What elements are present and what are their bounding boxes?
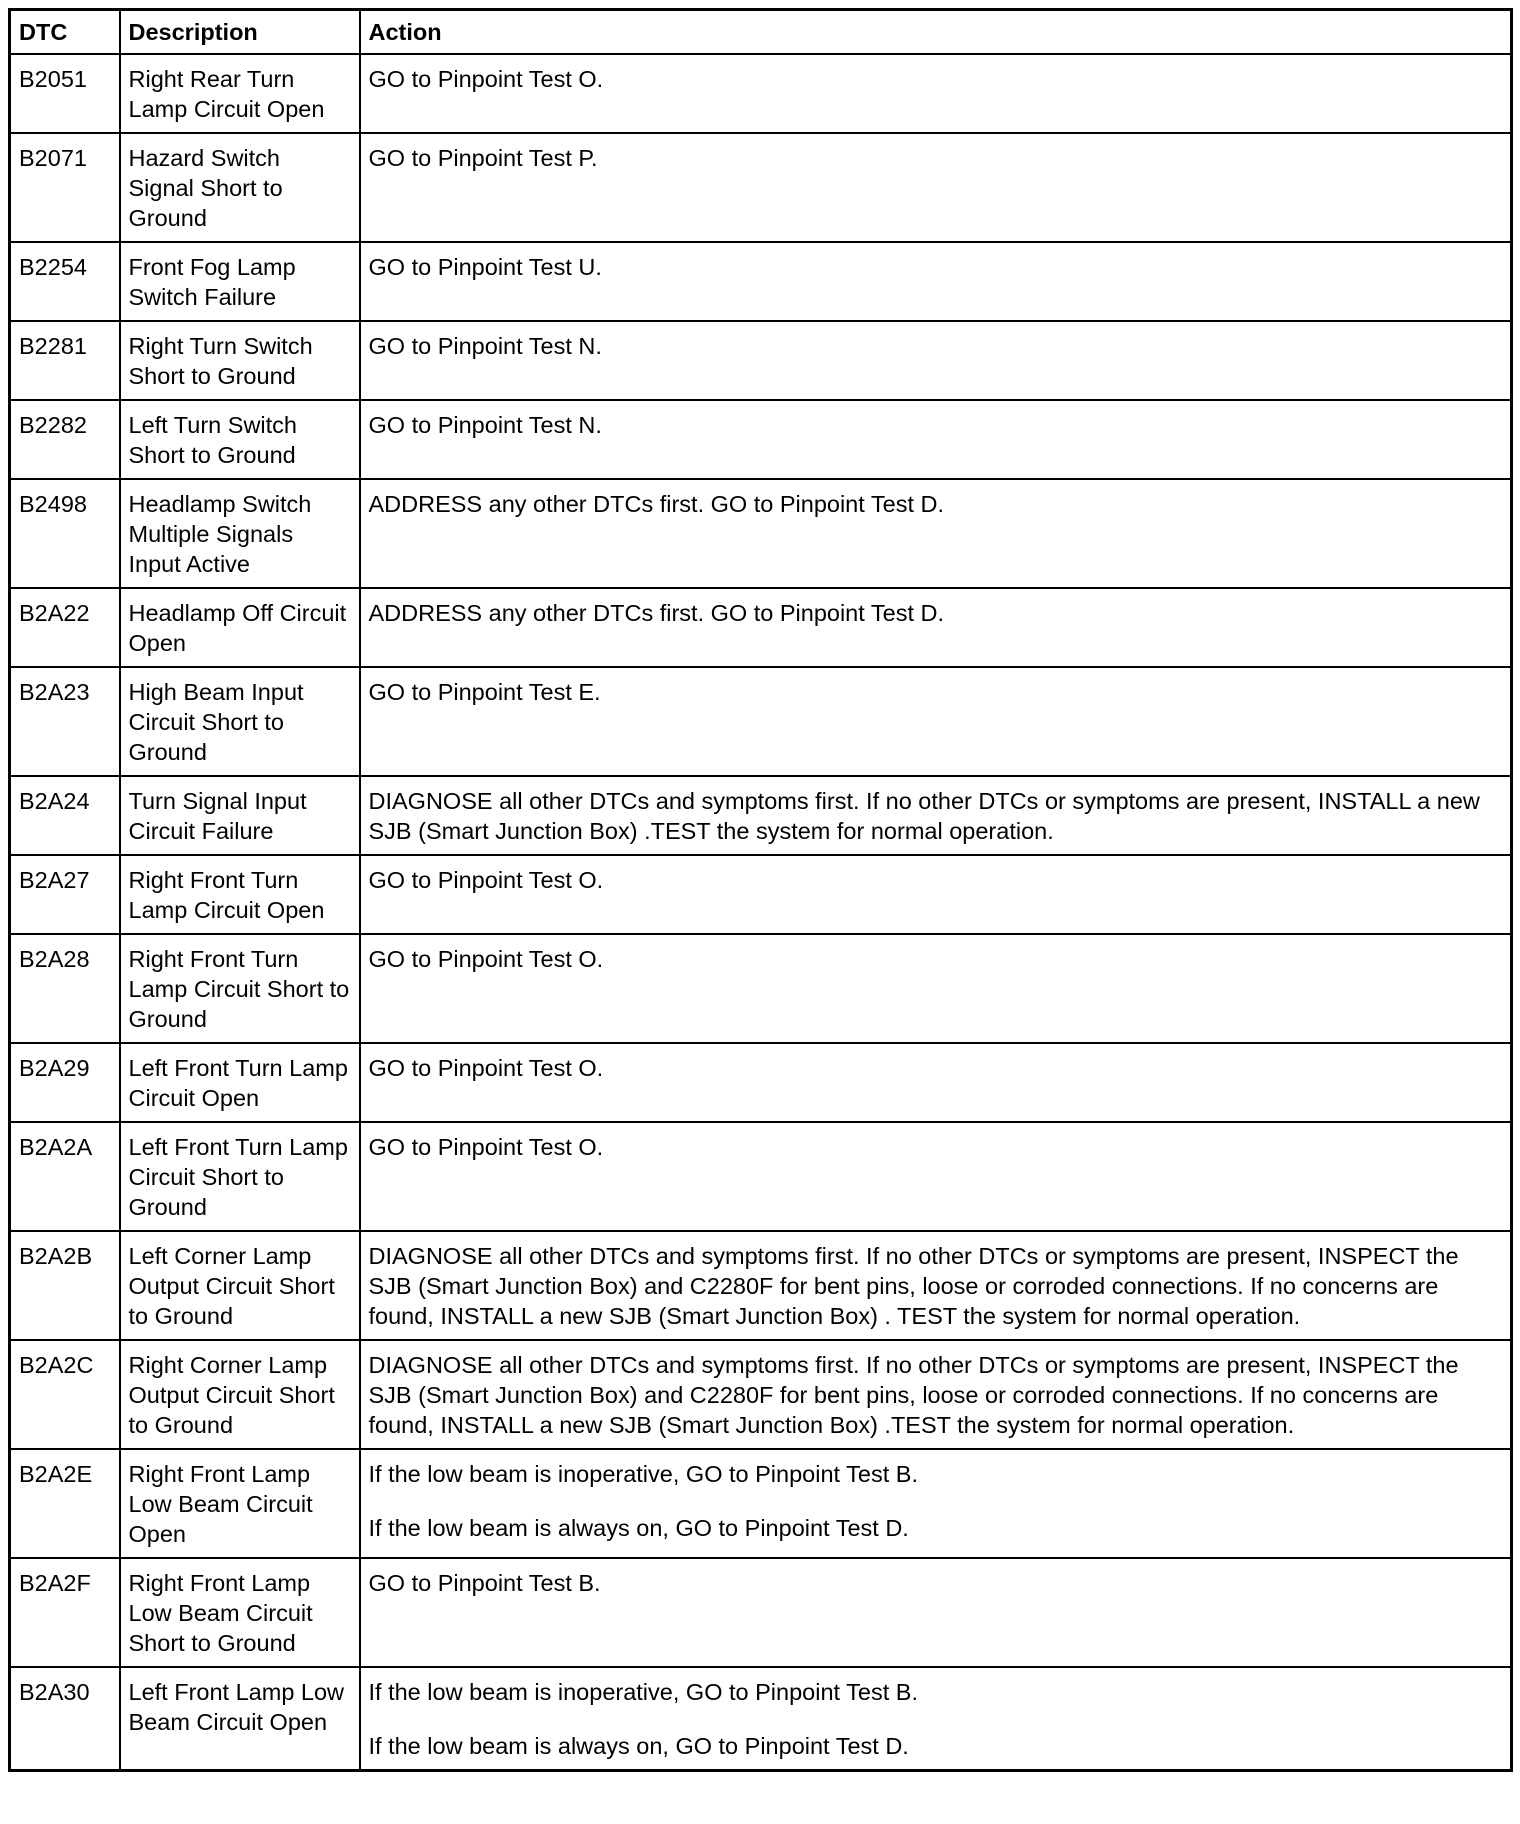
dtc-table xyxy=(8,8,1513,1772)
dtc-action xyxy=(360,242,1512,321)
table-row xyxy=(10,1449,1512,1558)
table-row xyxy=(10,1043,1512,1122)
action-text: GO to Pinpoint Test O. xyxy=(368,1055,604,1081)
dtc-code: B2254 xyxy=(10,242,120,321)
dtc-description: High Beam Input Circuit Short to Ground xyxy=(120,667,360,776)
dtc-code: B2A2E xyxy=(10,1449,120,1558)
dtc-action xyxy=(360,321,1512,400)
table-row xyxy=(10,133,1512,242)
dtc-code: B2A30 xyxy=(10,1667,120,1771)
dtc-description: Right Front Turn Lamp Circuit Open xyxy=(120,855,360,934)
dtc-code: B2A29 xyxy=(10,1043,120,1122)
dtc-code: B2281 xyxy=(10,321,120,400)
dtc-action xyxy=(360,855,1512,934)
dtc-description: Left Corner Lamp Output Circuit Short to Ground xyxy=(120,1231,360,1340)
dtc-code: B2A2A xyxy=(10,1122,120,1231)
table-row xyxy=(10,54,1512,133)
dtc-code: B2A27 xyxy=(10,855,120,934)
dtc-description: Headlamp Switch Multiple Signals Input Active xyxy=(120,479,360,588)
table-header-row xyxy=(10,10,1512,55)
dtc-description: Right Front Lamp Low Beam Circuit Short to Ground xyxy=(120,1558,360,1667)
dtc-table-body xyxy=(10,54,1512,1771)
table-row xyxy=(10,1231,1512,1340)
action-text: DIAGNOSE all other DTCs and symptoms first. If no other DTCs or symptoms are present, INSTALL a new SJB (Smart Junction Box) .TEST the system for normal operation. xyxy=(368,788,1480,844)
dtc-description: Left Front Lamp Low Beam Circuit Open xyxy=(120,1667,360,1771)
action-text: If the low beam is inoperative, GO to Pinpoint Test B. xyxy=(368,1679,918,1705)
action-text: GO to Pinpoint Test B. xyxy=(368,1570,601,1596)
dtc-action xyxy=(360,1558,1512,1667)
dtc-action xyxy=(360,400,1512,479)
dtc-table-container xyxy=(8,8,1513,1772)
action-text: ADDRESS any other DTCs first. GO to Pinpoint Test D. xyxy=(368,491,945,517)
action-text: GO to Pinpoint Test O. xyxy=(368,867,604,893)
action-text: If the low beam is inoperative, GO to Pinpoint Test B. xyxy=(368,1461,918,1487)
dtc-code: B2A2B xyxy=(10,1231,120,1340)
table-row xyxy=(10,934,1512,1043)
dtc-description: Headlamp Off Circuit Open xyxy=(120,588,360,667)
table-row xyxy=(10,588,1512,667)
action-text: DIAGNOSE all other DTCs and symptoms first. If no other DTCs or symptoms are present, INSPECT the SJB (Smart Junction Box) and C2280F for bent pins, loose or corroded connections. If no concerns are found, INSTALL a new SJB (Smart Junction Box) . TEST the system for normal operation. xyxy=(368,1243,1459,1329)
dtc-action xyxy=(360,1449,1512,1558)
dtc-action xyxy=(360,776,1512,855)
dtc-action xyxy=(360,54,1512,133)
table-row xyxy=(10,667,1512,776)
dtc-code: B2071 xyxy=(10,133,120,242)
table-row xyxy=(10,776,1512,855)
dtc-code: B2A24 xyxy=(10,776,120,855)
dtc-action xyxy=(360,934,1512,1043)
dtc-action xyxy=(360,588,1512,667)
dtc-action xyxy=(360,1043,1512,1122)
table-row xyxy=(10,400,1512,479)
dtc-code: B2051 xyxy=(10,54,120,133)
dtc-description: Left Turn Switch Short to Ground xyxy=(120,400,360,479)
dtc-description: Right Corner Lamp Output Circuit Short to Ground xyxy=(120,1340,360,1449)
dtc-action xyxy=(360,667,1512,776)
dtc-description: Right Front Lamp Low Beam Circuit Open xyxy=(120,1449,360,1558)
dtc-description: Turn Signal Input Circuit Failure xyxy=(120,776,360,855)
action-text: GO to Pinpoint Test E. xyxy=(368,679,601,705)
dtc-code: B2A22 xyxy=(10,588,120,667)
dtc-code: B2498 xyxy=(10,479,120,588)
header-action: Action xyxy=(360,10,1512,55)
dtc-description: Left Front Turn Lamp Circuit Short to Ground xyxy=(120,1122,360,1231)
dtc-description: Front Fog Lamp Switch Failure xyxy=(120,242,360,321)
dtc-action xyxy=(360,133,1512,242)
action-text: GO to Pinpoint Test U. xyxy=(368,254,602,280)
dtc-action xyxy=(360,1122,1512,1231)
dtc-code: B2282 xyxy=(10,400,120,479)
table-row xyxy=(10,321,1512,400)
dtc-description: Left Front Turn Lamp Circuit Open xyxy=(120,1043,360,1122)
action-text: GO to Pinpoint Test O. xyxy=(368,1134,604,1160)
action-text: GO to Pinpoint Test O. xyxy=(368,66,604,92)
action-text: GO to Pinpoint Test P. xyxy=(368,145,598,171)
dtc-code: B2A2C xyxy=(10,1340,120,1449)
dtc-description: Right Turn Switch Short to Ground xyxy=(120,321,360,400)
table-row xyxy=(10,1122,1512,1231)
dtc-description: Right Front Turn Lamp Circuit Short to Ground xyxy=(120,934,360,1043)
dtc-code: B2A23 xyxy=(10,667,120,776)
table-row xyxy=(10,855,1512,934)
table-row xyxy=(10,1340,1512,1449)
action-text: DIAGNOSE all other DTCs and symptoms first. If no other DTCs or symptoms are present, INSPECT the SJB (Smart Junction Box) and C2280F for bent pins, loose or corroded connections. If no concerns are found, INSTALL a new SJB (Smart Junction Box) .TEST the system for normal operation. xyxy=(368,1352,1459,1438)
table-row xyxy=(10,1667,1512,1771)
dtc-code: B2A2F xyxy=(10,1558,120,1667)
header-description: Description xyxy=(120,10,360,55)
action-text: GO to Pinpoint Test N. xyxy=(368,333,602,359)
dtc-action xyxy=(360,1231,1512,1340)
dtc-action xyxy=(360,1667,1512,1771)
dtc-action xyxy=(360,479,1512,588)
dtc-code: B2A28 xyxy=(10,934,120,1043)
dtc-action xyxy=(360,1340,1512,1449)
dtc-description: Hazard Switch Signal Short to Ground xyxy=(120,133,360,242)
dtc-description: Right Rear Turn Lamp Circuit Open xyxy=(120,54,360,133)
header-dtc: DTC xyxy=(10,10,120,55)
action-text: If the low beam is always on, GO to Pinpoint Test D. xyxy=(368,1515,909,1541)
action-text: ADDRESS any other DTCs first. GO to Pinpoint Test D. xyxy=(368,600,945,626)
table-row xyxy=(10,479,1512,588)
table-row xyxy=(10,242,1512,321)
action-text: GO to Pinpoint Test N. xyxy=(368,412,602,438)
table-row xyxy=(10,1558,1512,1667)
action-text: If the low beam is always on, GO to Pinpoint Test D. xyxy=(368,1733,909,1759)
action-text: GO to Pinpoint Test O. xyxy=(368,946,604,972)
